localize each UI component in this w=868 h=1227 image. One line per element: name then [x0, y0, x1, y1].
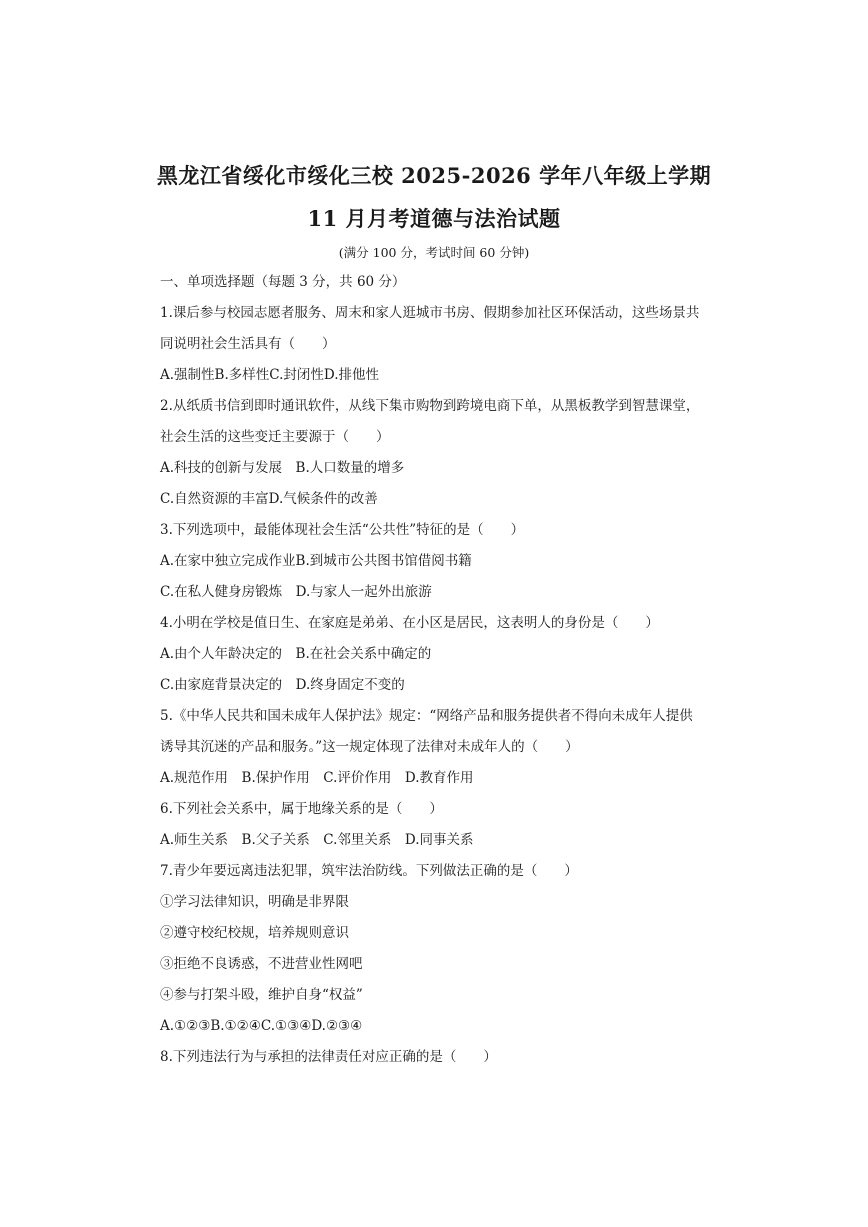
question-line: 8.下列违法行为与承担的法律责任对应正确的是（ ）	[160, 1049, 497, 1065]
question-line: 1.课后参与校园志愿者服务、周末和家人逛城市书房、假期参加社区环保活动，这些场景共	[160, 305, 700, 321]
question-line: 4.小明在学校是值日生、在家庭是弟弟、在小区是居民，这表明人的身份是（ ）	[160, 615, 659, 631]
question-line: 7.青少年要远离违法犯罪，筑牢法治防线。下列做法正确的是（ ）	[160, 863, 578, 879]
question-line: 2.从纸质书信到即时通讯软件，从线下集市购物到跨境电商下单，从黑板教学到智慧课堂，	[160, 398, 700, 414]
statement-line: ①学习法律知识，明确是非界限	[160, 894, 349, 910]
question-line: 社会生活的这些变迁主要源于（ ）	[160, 429, 390, 445]
exam-subtitle: (满分 100 分，考试时间 60 分钟)	[338, 245, 530, 260]
question-line: 诱导其沉迷的产品和服务。”这一规定体现了法律对未成年人的（ ）	[160, 739, 579, 755]
statement-line: ④参与打架斗殴，维护自身“权益”	[160, 987, 363, 1003]
question-line: 同说明社会生活具有（ ）	[160, 336, 336, 352]
option-line: A.规范作用 B.保护作用 C.评价作用 D.教育作用	[160, 770, 474, 786]
exam-title-line1: 黑龙江省绥化市绥化三校 2025-2026 学年八年级上学期	[156, 163, 712, 188]
option-line: A.科技的创新与发展 B.人口数量的增多	[160, 460, 405, 476]
option-line: A.①②③B.①②④C.①③④D.②③④	[160, 1018, 363, 1034]
option-line: A.师生关系 B.父子关系 C.邻里关系 D.同事关系	[160, 832, 474, 848]
option-line: A.在家中独立完成作业B.到城市公共图书馆借阅书籍	[160, 553, 472, 569]
option-line: C.在私人健身房锻炼 D.与家人一起外出旅游	[160, 584, 432, 600]
question-line: 3.下列选项中，最能体现社会生活“公共性”特征的是（ ）	[160, 522, 525, 538]
section-heading: 一、单项选择题（每题 3 分，共 60 分）	[160, 274, 406, 290]
option-line: A.由个人年龄决定的 B.在社会关系中确定的	[160, 646, 432, 662]
option-line: C.自然资源的丰富D.气候条件的改善	[160, 491, 378, 507]
exam-title-line2: 11 月月考道德与法治试题	[307, 206, 561, 231]
question-line: 5.《中华人民共和国未成年人保护法》规定：“网络产品和服务提供者不得向未成年人提供	[160, 708, 693, 724]
statement-line: ②遵守校纪校规，培养规则意识	[160, 925, 349, 941]
statement-line: ③拒绝不良诱惑，不进营业性网吧	[160, 956, 363, 972]
question-line: 6.下列社会关系中，属于地缘关系的是（ ）	[160, 801, 443, 817]
option-line: C.由家庭背景决定的 D.终身固定不变的	[160, 677, 405, 693]
option-line: A.强制性B.多样性C.封闭性D.排他性	[160, 367, 380, 383]
